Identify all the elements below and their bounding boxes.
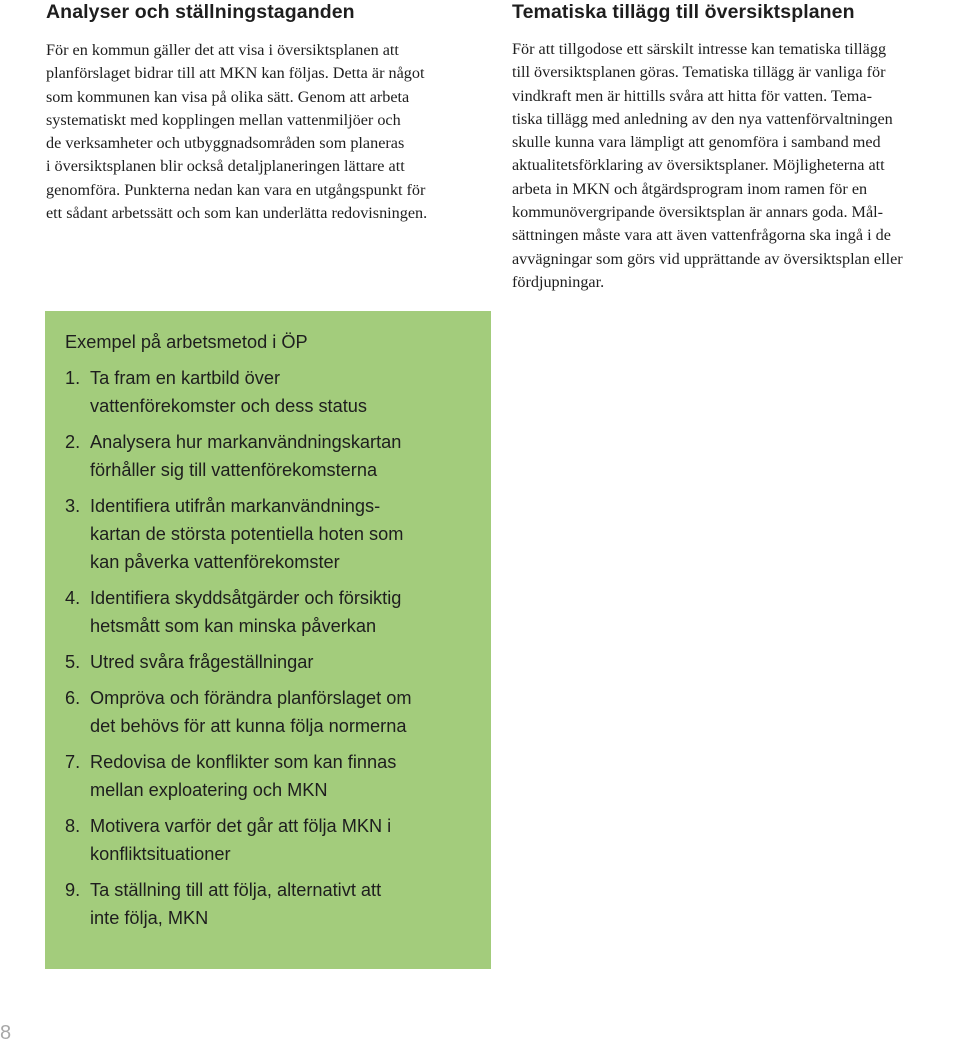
paragraph-line: planförslaget bidrar till att MKN kan följas. Detta är något <box>46 64 425 83</box>
method-step <box>65 812 485 868</box>
step-text <box>90 876 485 932</box>
step-text <box>90 684 485 740</box>
step-line: kan påverka vattenförekomster <box>90 552 340 572</box>
step-line: Identifiera skyddsåtgärder och försiktig <box>90 588 402 608</box>
method-step <box>65 492 485 576</box>
step-line: vattenförekomster och dess status <box>90 396 367 416</box>
paragraph-line: sättningen måste vara att även vattenfrågorna ska ingå i de <box>512 226 891 245</box>
analyser-paragraph <box>46 39 496 225</box>
step-line: konfliktsituationer <box>90 844 231 864</box>
step-number: 4. <box>65 588 81 608</box>
step-text <box>90 428 485 484</box>
paragraph-line: till översiktsplanen göras. Tematiska tillägg är vanliga för <box>512 63 886 82</box>
step-line: Ta ställning till att följa, alternativt att <box>90 880 382 900</box>
step-line: hetsmått som kan minska påverkan <box>90 616 377 636</box>
paragraph-line: För en kommun gäller det att visa i översiktsplanen att <box>46 41 399 59</box>
paragraph-line: tiska tillägg med anledning av den nya vattenförvaltningen <box>512 109 893 128</box>
section-heading-analyser: Analyser och ställningstaganden <box>46 1 355 23</box>
step-line: det behövs för att kunna följa normerna <box>90 716 407 736</box>
step-line: Utred svåra frågeställningar <box>90 652 314 672</box>
step-number: 9. <box>65 880 81 900</box>
step-text <box>90 364 485 420</box>
step-text <box>90 812 485 868</box>
method-step <box>65 684 485 740</box>
step-line: mellan exploatering och MKN <box>90 780 328 800</box>
step-number: 2. <box>65 432 81 452</box>
step-line: Motivera varför det går att följa MKN i <box>90 816 392 836</box>
paragraph-line: i översiktsplanen blir också detaljplaneringen lättare att <box>46 157 405 176</box>
method-step <box>65 364 485 420</box>
paragraph-line: genomföra. Punkterna nedan kan vara en utgångspunkt för <box>46 180 426 199</box>
step-line: förhåller sig till vattenförekomsterna <box>90 460 378 480</box>
paragraph-line: de verksamheter och utbyggnadsområden som planeras <box>46 134 405 153</box>
paragraph-line: vindkraft men är hittills svåra att hitta för vatten. Tema- <box>512 86 872 105</box>
method-step <box>65 876 485 932</box>
paragraph-line: systematiskt med kopplingen mellan vattenmiljöer och <box>46 110 401 129</box>
step-text <box>90 584 485 640</box>
step-text <box>90 748 485 804</box>
step-line: Redovisa de konflikter som kan finnas <box>90 752 397 772</box>
paragraph-line: skulle kunna vara lämpligt att genomföra i samband med <box>512 133 881 152</box>
method-step <box>65 648 485 676</box>
example-box-title: Exempel på arbetsmetod i ÖP <box>65 332 308 352</box>
step-text <box>90 648 485 676</box>
paragraph-line: För att tillgodose ett särskilt intresse kan tematiska tillägg <box>512 40 887 58</box>
step-line: kartan de största potentiella hoten som <box>90 524 404 544</box>
step-line: Analysera hur markanvändningskartan <box>90 432 402 452</box>
left-column <box>46 0 496 225</box>
right-column <box>512 0 960 294</box>
paragraph-line: ett sådant arbetssätt och som kan underlätta redovisningen. <box>46 204 428 223</box>
paragraph-line: avvägningar som görs vid upprättande av översiktsplan eller <box>512 249 903 268</box>
step-number: 8. <box>65 816 81 836</box>
step-number: 3. <box>65 496 81 516</box>
paragraph-line: aktualitetsförklaring av översiktsplaner. Möjligheterna att <box>512 156 885 175</box>
step-number: 1. <box>65 368 81 388</box>
paragraph-line: som kommunen kan visa på olika sätt. Genom att arbeta <box>46 87 410 106</box>
page-number: 8 <box>0 1022 12 1044</box>
paragraph-line: kommunövergripande översiktsplan är annars goda. Mål- <box>512 203 884 222</box>
step-number: 5. <box>65 652 81 672</box>
method-steps-list <box>65 364 485 940</box>
step-number: 6. <box>65 688 81 708</box>
tematiska-paragraph <box>512 38 960 294</box>
method-step <box>65 748 485 804</box>
paragraph-line: arbeta in MKN och åtgärdsprogram inom ramen för en <box>512 179 868 198</box>
step-line: inte följa, MKN <box>90 908 209 928</box>
method-step <box>65 584 485 640</box>
step-line: Ompröva och förändra planförslaget om <box>90 688 412 708</box>
step-line: Ta fram en kartbild över <box>90 368 281 388</box>
step-text <box>90 492 485 576</box>
step-number: 7. <box>65 752 81 772</box>
section-heading-tematiska: Tematiska tillägg till översiktsplanen <box>512 1 855 23</box>
paragraph-line: fördjupningar. <box>512 272 605 291</box>
example-box <box>45 311 491 969</box>
step-line: Identifiera utifrån markanvändnings- <box>90 496 381 516</box>
method-step <box>65 428 485 484</box>
